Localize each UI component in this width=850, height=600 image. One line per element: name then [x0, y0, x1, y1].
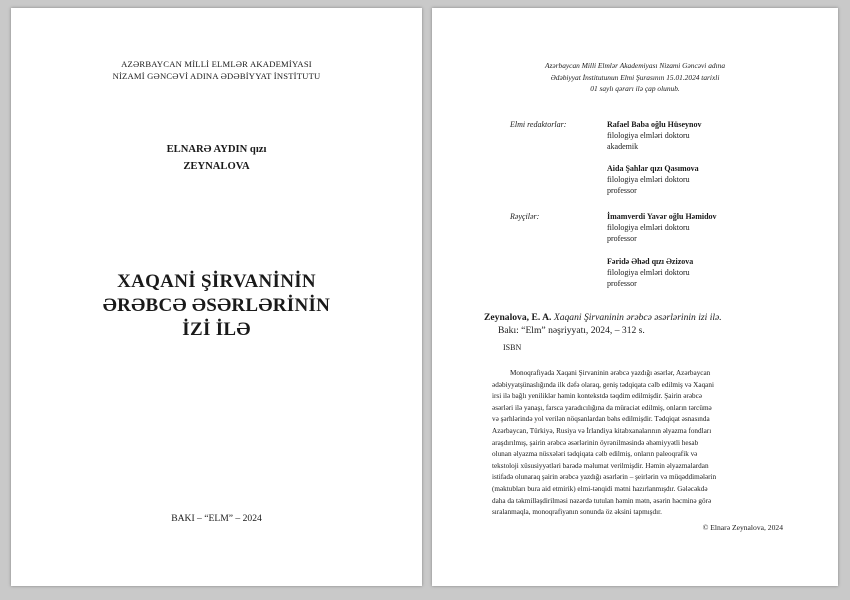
editor-entry	[607, 119, 701, 152]
title-page	[11, 8, 422, 586]
reviewers-label: Rəyçilər:	[510, 212, 540, 221]
citation-author: Zeynalova, E. A.	[484, 312, 552, 323]
reviewer-name: Fəridə Əhəd qızı Əzizova	[607, 257, 694, 266]
reviewer-degree: filologiya elmləri doktoru	[607, 223, 690, 232]
isbn-label: ISBN	[503, 343, 522, 352]
abstract	[492, 368, 792, 519]
reviewer-entry	[607, 256, 693, 289]
book-title-line: XAQANİ ŞİRVANİNİN	[117, 271, 316, 292]
reviewer-title: professor	[607, 234, 637, 243]
reviewer-title: professor	[607, 279, 637, 288]
institution-line: NİZAMİ GƏNCƏVİ ADINA ƏDƏBİYYAT İNSTİTUTU	[112, 71, 321, 81]
abstract-line: Azərbaycan, Türkiyə, Rusiya və İrlandiya kitabxanalarının əlyazma fondları	[492, 426, 712, 435]
abstract-line: irsi ilə bağlı yeniliklər həmin kontekstdə təqdim edilmişdir. Şairin ərəbcə	[492, 392, 702, 401]
book-title-line: İZİ İLƏ	[182, 319, 251, 340]
bibliographic-citation	[484, 311, 830, 337]
reviewer-entry	[607, 211, 717, 244]
editors-label: Elmi redaktorlar:	[510, 120, 567, 129]
editor-name: Rafael Baba oğlu Hüseynov	[607, 120, 702, 129]
abstract-line: əsərləri ilə yanaşı, farsca yaradıcılığına da müraciət edilmiş, onların tərcümə	[492, 403, 712, 412]
approval-line: Azərbaycan Milli Elmlər Akademiyası Nizami Gəncəvi adına	[544, 61, 726, 70]
institution-block	[11, 58, 422, 82]
editor-entry	[607, 163, 699, 196]
approval-line: 01 saylı qərarı ilə çap olunub.	[590, 84, 680, 93]
abstract-line: və şərhlərində yol verilən nöqsanlardan bəhs edilmişdir. Tədqiqat əsnasında	[492, 415, 710, 424]
author-block	[11, 141, 422, 175]
abstract-line: olunan əlyazma nüsxələri tədqiqata cəlb edilmiş, onların paleoqrafik və	[492, 450, 698, 459]
verso-page	[432, 8, 838, 586]
abstract-line: Monoqrafiyada Xaqani Şirvaninin ərəbcə yazdığı əsərlər, Azərbaycan	[510, 369, 711, 377]
reviewer-degree: filologiya elmləri doktoru	[607, 268, 690, 277]
approval-line: Ədəbiyyat İnstitutunun Elmi Şurasının 15.01.2024 tarixli	[550, 72, 720, 82]
editor-title: akademik	[607, 142, 639, 151]
author-name-line: ELNARƏ AYDIN qızı	[166, 144, 267, 155]
citation-publisher: Bakı: “Elm” nəşriyyatı, 2024, – 312 s.	[498, 325, 645, 336]
editor-name: Aida Şahlar qızı Qasımova	[607, 164, 699, 173]
abstract-line: sıralanmaqla, monoqrafiyanın sonunda öz əksini tapmışdır.	[492, 508, 662, 517]
abstract-line: tekstoloji xüsusiyyətləri barədə məlumat verilmişdir. Həmin əlyazmalardan	[492, 461, 709, 470]
abstract-line: araşdırılmış, şairin ərəbcə əsərlərinin öyrənilməsində əhəmiyyətli hesab	[492, 438, 699, 447]
copyright-notice: © Elnarə Zeynalova, 2024	[702, 523, 783, 532]
book-title-line: ƏRƏBCƏ ƏSƏRLƏRİNİN	[102, 295, 331, 316]
reviewer-name: İmamverdi Yavər oğlu Həmidov	[607, 212, 717, 221]
approval-note	[462, 60, 808, 95]
citation-title: Xaqani Şirvaninin ərəbcə əsərlərinin izi ilə.	[553, 312, 722, 323]
imprint: BAKI – “ELM” – 2024	[171, 513, 262, 524]
abstract-line: ədəbiyyatşünaslığında ilk dəfə olaraq, geniş tədqiqata cəlb edilmiş və Xaqani	[492, 380, 714, 389]
book-title	[11, 270, 422, 342]
abstract-line: daha da təkmilləşdirilməsi nəzərdə tutulan həmin mətn, əsərin həcminə görə	[492, 496, 712, 505]
editor-degree: filologiya elmləri doktoru	[607, 131, 690, 140]
author-surname-line: ZEYNALOVA	[183, 161, 250, 172]
editor-title: professor	[607, 186, 637, 195]
editor-degree: filologiya elmləri doktoru	[607, 175, 690, 184]
abstract-line: istifadə olunaraq şairin ərəbcə yazdığı əsərlərin – şeirlərin və müqəddimələrin	[492, 473, 717, 482]
institution-line: AZƏRBAYCAN MİLLİ ELMLƏR AKADEMİYASI	[121, 59, 312, 69]
abstract-line: (məktubları bura aid etmirik) elmi-tənqidi mətni hazırlanmışdır. Gələcəkdə	[492, 484, 708, 493]
